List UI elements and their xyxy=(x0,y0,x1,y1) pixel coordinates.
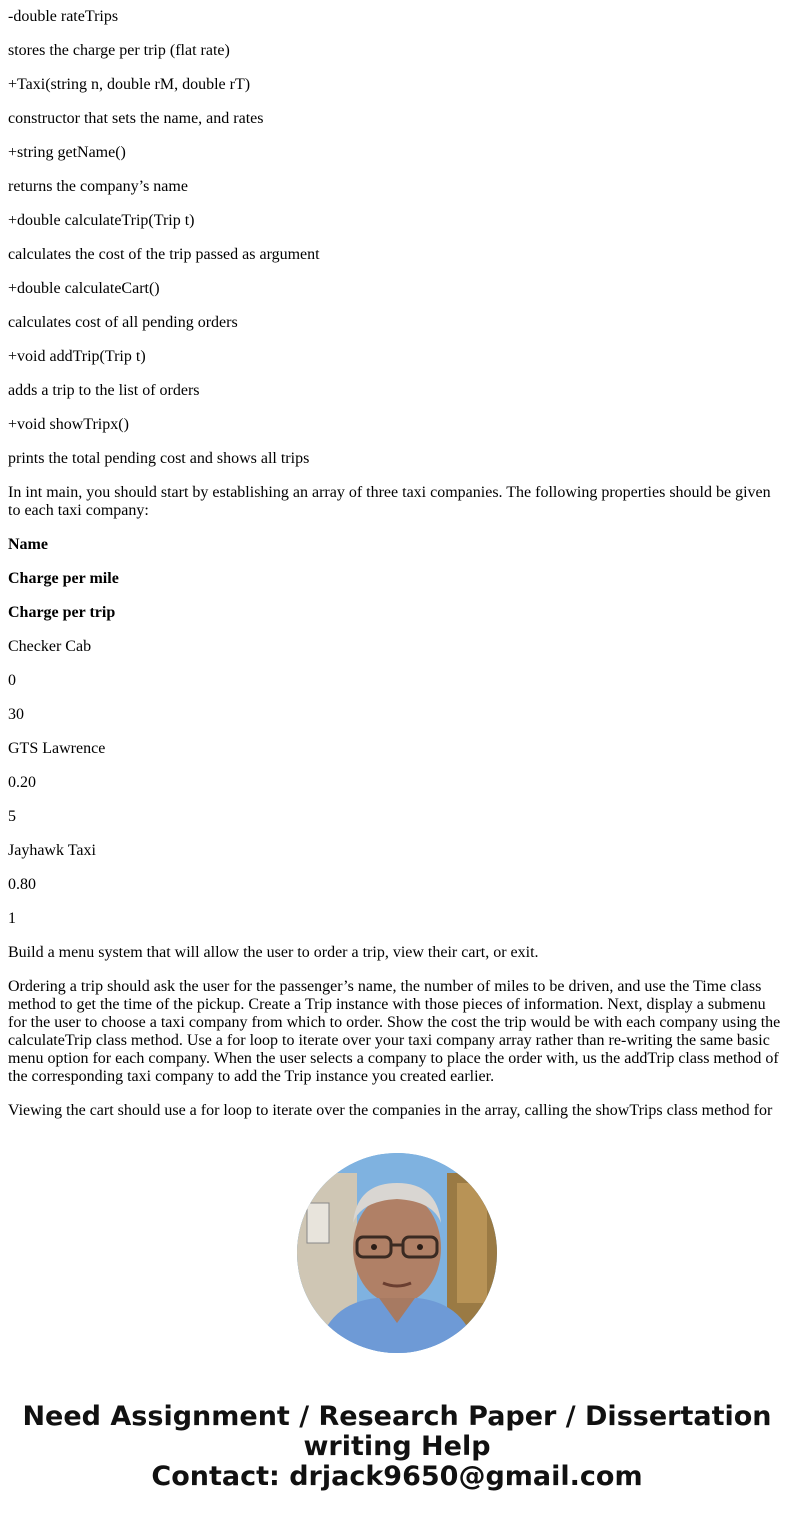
paragraph: prints the total pending cost and shows all trips xyxy=(8,450,310,467)
paragraph: +string getName() xyxy=(8,144,126,161)
paragraph: In int main, you should start by establishing an array of three taxi companies. The following properties should be given to each taxi company: xyxy=(8,484,771,519)
paragraph: Checker Cab xyxy=(8,638,92,655)
author-avatar xyxy=(297,1153,497,1353)
portrait-image xyxy=(297,1153,497,1353)
banner-line-1: Need Assignment / Research Paper / Dissertation xyxy=(22,1401,772,1432)
paragraph: 30 xyxy=(8,706,24,723)
paragraph: 0 xyxy=(8,672,16,689)
paragraph: calculates the cost of the trip passed as argument xyxy=(8,246,320,263)
paragraph: +void showTripx() xyxy=(8,416,129,433)
banner-line-3: Contact: drjack9650@gmail.com xyxy=(151,1461,643,1492)
paragraph: Jayhawk Taxi xyxy=(8,842,96,859)
paragraph: +Taxi(string n, double rM, double rT) xyxy=(8,76,251,93)
paragraph: 0.20 xyxy=(8,774,36,791)
paragraph: +double calculateCart() xyxy=(8,280,160,297)
paragraph: Ordering a trip should ask the user for the passenger’s name, the number of miles to be driven, and use the Time class method to get the time of the pickup. Create a Trip instance with those pieces of information. Next, display a submenu for the user to choose a taxi company from which to order. Show the cost the trip would be with each company using the calculateTrip class method. Use a for loop to iterate over your taxi company array rather than re-writing the same basic menu option for each company. When the user selects a company to place the order with, us the addTrip class method of the corresponding taxi company to add the Trip instance you created earlier. xyxy=(8,978,781,1085)
contact-banner xyxy=(0,1402,794,1492)
paragraph: Charge per mile xyxy=(8,570,119,587)
paragraph: Name xyxy=(8,536,48,553)
paragraph: 0.80 xyxy=(8,876,36,893)
paragraph: Viewing the cart should use a for loop to iterate over the companies in the array, calling the showTrips class method for xyxy=(8,1102,773,1119)
document-body xyxy=(8,0,784,1136)
paragraph: constructor that sets the name, and rates xyxy=(8,110,264,127)
paragraph: GTS Lawrence xyxy=(8,740,106,757)
paragraph: adds a trip to the list of orders xyxy=(8,382,200,399)
paragraph: +void addTrip(Trip t) xyxy=(8,348,146,365)
paragraph: 1 xyxy=(8,910,16,927)
banner-line-2: writing Help xyxy=(303,1431,491,1462)
paragraph: Build a menu system that will allow the user to order a trip, view their cart, or exit. xyxy=(8,944,539,961)
paragraph: returns the company’s name xyxy=(8,178,188,195)
paragraph: +double calculateTrip(Trip t) xyxy=(8,212,195,229)
paragraph: stores the charge per trip (flat rate) xyxy=(8,42,230,59)
paragraph: calculates cost of all pending orders xyxy=(8,314,238,331)
paragraph: 5 xyxy=(8,808,16,825)
paragraph: Charge per trip xyxy=(8,604,116,621)
paragraph: -double rateTrips xyxy=(8,8,119,25)
